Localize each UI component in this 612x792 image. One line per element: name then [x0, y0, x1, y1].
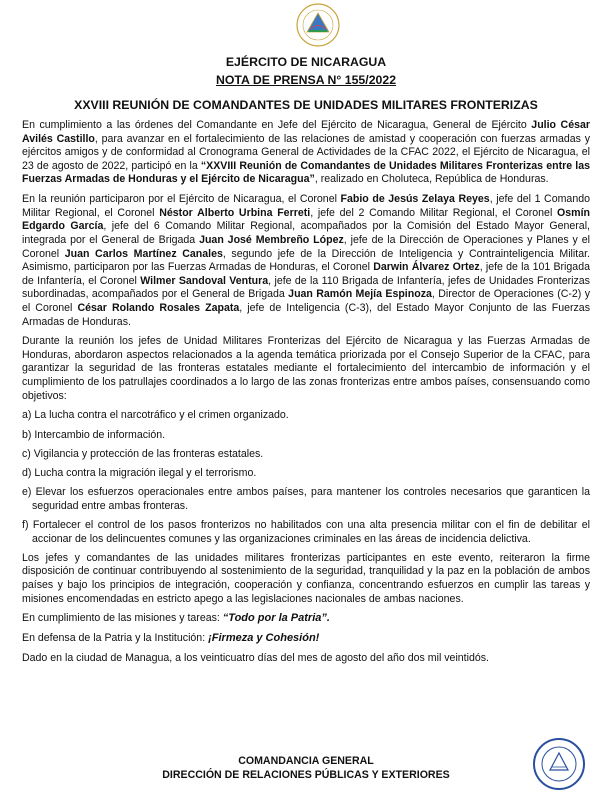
objective-item: c) Vigilancia y protección de las fronteras estatales.: [22, 447, 264, 460]
document-body: [22, 119, 590, 672]
paragraph-commitment: Los jefes y comandantes de las unidades militares fronterizas participantes en este evento, reiteraron la firme disposición de continuar contribuyendo al sostenimiento de la seguridad, tranquilidad y la paz en la población de ambos países y bajo los principios de integración, cooperación y confianza, concentrando esfuerzos en cumplir las tareas y misiones encomendadas en estricto apego a las legislaciones nacionales de ambas naciones.: [22, 551, 590, 605]
objective-item: d) Lucha contra la migración ilegal y el terrorismo.: [22, 467, 257, 479]
objective-item: a) La lucha contra el narcotráfico y el crimen organizado.: [22, 409, 289, 422]
nicaragua-coat-of-arms-icon: [293, 2, 343, 48]
signature-line-2: DIRECCIÓN DE RELACIONES PÚBLICAS Y EXTERIORES: [162, 769, 450, 781]
army-seal-icon: [532, 737, 586, 791]
organization-name: EJÉRCITO DE NICARAGUA: [225, 55, 387, 69]
objective-item: e) Elevar los esfuerzos operacionales entre ambos países, para mantener los controles necesarios que garanticen la seguridad entre ambas fronteras.: [22, 486, 590, 512]
press-release-page: [22, 0, 590, 792]
closing-defense-line: En defensa de la Patria y la Institución: ¡Firmeza y Cohesión!: [22, 632, 320, 645]
paragraph-intro: En cumplimiento a las órdenes del Comandante en Jefe del Ejército de Nicaragua, General de Ejército Julio César Avilés Castillo, para avanzar en el fortalecimiento de las relaciones de amistad y cooperación con fuerzas armadas y ejércitos amigos y de conformidad al Cronograma General de Actividades de la CFAC 2022, el Ejército de Nicaragua, el 23 de agosto de 2022, participó en la “XXVIII Reunión de Comandantes de Unidades Militares Fronterizas entre las Fuerzas Armadas de Honduras y el Ejército de Nicaragua”, realizado en Choluteca, República de Honduras.: [22, 119, 591, 186]
closing-date-line: Dado en la ciudad de Managua, a los veinticuatro días del mes de agosto del año dos mil veintidós.: [22, 651, 490, 664]
slogan-firmeza-y-cohesion: ¡Firmeza y Cohesión!: [208, 632, 320, 645]
signature-line-1: COMANDANCIA GENERAL: [238, 755, 374, 767]
paragraph-agenda: Durante la reunión los jefes de Unidad Militares Fronterizas del Ejército de Nicaragua y las Fuerzas Armadas de Honduras, abordaron aspectos relacionados a la agenda temática priorizada por el Consejo Superior de la CFAC, para garantizar la seguridad de las fronteras estatales mediante el fortalecimiento del intercambio de información y el cumplimiento de los patrullajes coordinados a lo largo de las zonas fronterizas entre ambos países, consensuando como objetivos:: [22, 335, 590, 402]
paragraph-participants: En la reunión participaron por el Ejército de Nicaragua, el Coronel Fabio de Jesús Zelaya Reyes, jefe del 1 Comando Militar Regional, el Coronel Néstor Alberto Urbina Ferreti, jefe del 2 Comando Militar Regional, el Coronel Osmín Edgardo García, jefe del 6 Comando Militar Regional, acompañados por la Comisión del Estado Mayor General, integrada por el General de Brigada Juan José Membreño López, jefe de la Dirección de Operaciones y Planes y el Coronel Juan Carlos Martínez Canales, segundo jefe de la Dirección de Inteligencia y Contrainteligencia Militar. Asimismo, participaron por las Fuerzas Armadas de Honduras, el Coronel Darwin Álvarez Ortez, jefe de la 101 Brigada de Infantería, el Coronel Wilmer Sandoval Ventura, jefe de la 110 Brigada de Infantería, jefes de Unidades Fronterizas subordinadas, acompañados por el General de Brigada Juan Ramón Mejía Espinoza, Director de Operaciones (C-2) y el Coronel César Rolando Rosales Zapata, jefe de Inteligencia (C-3), del Estado Mayor Conjunto de las Fuerzas Armadas de Honduras.: [22, 193, 591, 328]
objective-item: f) Fortalecer el control de los pasos fronterizos no habilitados con una alta presencia militar con el fin de debilitar el accionar de los delincuentes comunes y las organizaciones criminales en las áreas de incidencia delictiva.: [22, 518, 590, 545]
objective-item: b) Intercambio de información.: [22, 428, 166, 441]
closing-mission-line: En cumplimiento de las misiones y tareas: “Todo por la Patria”.: [22, 612, 330, 625]
slogan-todo-por-la-patria: “Todo por la Patria”.: [222, 612, 330, 625]
document-title: XXVIII REUNIÓN DE COMANDANTES DE UNIDADES MILITARES FRONTERIZAS: [74, 98, 538, 112]
press-note-number: NOTA DE PRENSA N° 155/2022: [215, 73, 397, 87]
